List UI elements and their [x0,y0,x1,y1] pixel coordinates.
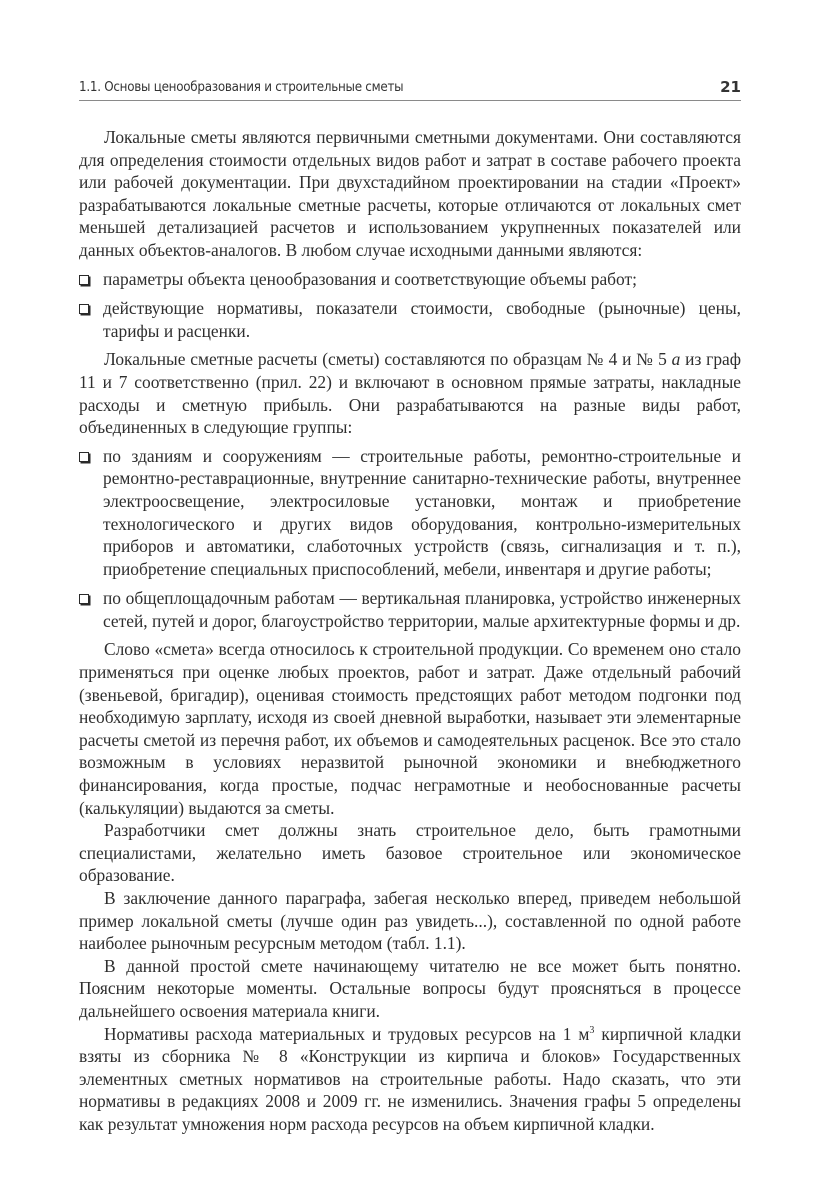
running-header [79,78,741,101]
paragraph-conclusion: В заключение данного параграфа, забегая несколько вперед, приведем небольшой пример локальной сметы (лучше один раз увидеть...), составленной по одной работе наиболее рыночным ресурсным методом (табл. 1.1). [79,888,741,954]
list-item [79,297,741,342]
list-item [79,268,741,291]
list-item [79,445,741,581]
page-number: 21 [720,78,741,96]
p7-text-start: Нормативы расхода материальных и трудовых ресурсов на 1 м [104,1023,590,1044]
work-groups-list [79,445,741,633]
paragraph-local-estimates: Локальные сметы являются первичными сметными документами. Они составляются для определения стоимости отдельных видов работ и затрат в составе рабочего проекта или рабочей документации. При двухстадийном проектировании на стадии «Проект» разрабатываются локальные сметные расчеты, которые отличаются от локальных смет меньшей детализацией расчетов и использованием укрупненных показателей или данных объектов-аналогов. В любом случае исходными данными являются: [79,127,741,260]
body-text [79,126,741,1136]
p7-text-end: кирпичной кладки взяты из сборника № 8 «Конструкции из кирпича и блоков» Государственных элементных сметных нормативов на строительные работы. Надо сказать, что эти нормативы в редакциях 2008 и 2009 гг. не изменились. Значения графы 5 определены как результат умножения норм расхода ресурсов на объем кирпичной кладки. [79,1023,741,1134]
square-bullet-icon [79,594,89,604]
paragraph-local-estimate-calculations [79,348,741,438]
p2-text-end: из граф 11 и 7 соответственно (прил. 22) и включают в основном прямые затраты, накладные расходы и сметную прибыль. Они разрабатываются на разные виды работ, объединенных в следующие группы: [79,349,741,438]
paragraph-simple-estimate: В данной простой смете начинающему читателю не все может быть понятно. Поясним некоторые моменты. Остальные вопросы будут проясняться в процессе дальнейшего освоения материала книги. [79,955,741,1021]
p2-italic-letter: а [671,349,681,370]
list-item-text: параметры объекта ценообразования и соответствующие объемы работ; [103,268,637,289]
list-item-text: по общеплощадочным работам — вертикальная планировка, устройство инженерных сетей, путей и дорог, благоустройство территории, малые архитектурные формы и др. [103,588,741,631]
section-title: 1.1. Основы ценообразования и строительные сметы [79,80,404,95]
list-item-text: по зданиям и сооружениям — строительные работы, ремонтно-строительные и ремонтно-реставрационные, внутренние санитарно-технические работы, внутреннее электроосвещение, электросиловые установки, монтаж и приобретение технологического и других видов оборудования, контрольно-измерительных приборов и автоматики, слаботочных устройств (связь, сигнализация и т. п.), приобретение специальных приспособлений, мебели, инвентаря и другие работы; [103,445,741,579]
p7-superscript: 3 [589,1024,595,1036]
paragraph-estimate-developers: Разработчики смет должны знать строительное дело, быть грамотными специалистами, желательно иметь базовое строительное или экономическое образование. [79,820,741,886]
square-bullet-icon [79,452,89,462]
square-bullet-icon [79,275,89,285]
list-item [79,587,741,632]
square-bullet-icon [79,304,89,314]
p2-text-start: Локальные сметные расчеты (сметы) составляются по образцам № 4 и № 5 [104,349,672,370]
paragraph-word-estimate: Слово «смета» всегда относилось к строительной продукции. Со временем оно стало применяться при оценке любых проектов, работ и затрат. Даже отдельный рабочий (звеньевой, бригадир), оценивая стоимость предстоящих работ методом подгонки под необходимую зарплату, исходя из своей дневной выработки, называет эти элементарные расчеты сметой из перечня работ, их объемов и самодеятельных расценок. Все это стало возможным в условиях неразвитой рыночной экономики и внебюджетного финансирования, когда простые, подчас неграмотные и необоснованные расчеты (калькуляции) выдаются за сметы. [79,639,741,818]
paragraph-norms [79,1023,741,1136]
source-data-list [79,268,741,343]
list-item-text: действующие нормативы, показатели стоимости, свободные (рыночные) цены, тарифы и расценки. [103,298,741,341]
